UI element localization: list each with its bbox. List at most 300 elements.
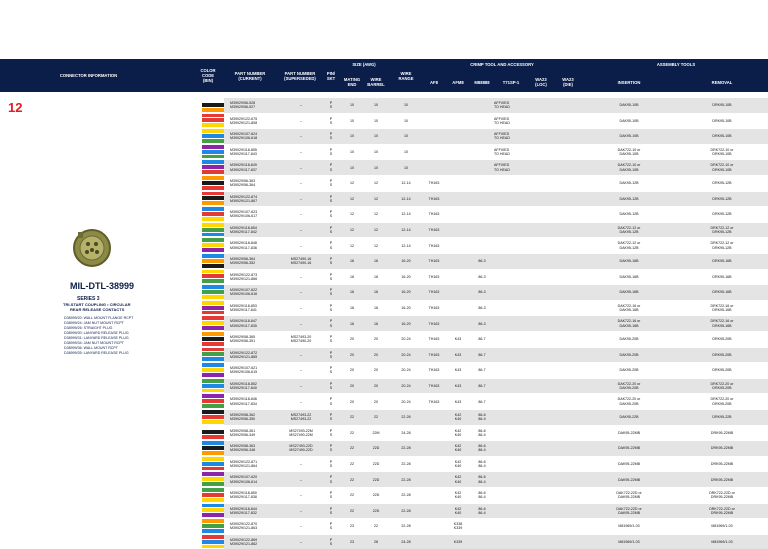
color-code-bands <box>202 160 224 175</box>
table-row <box>202 238 768 253</box>
cell-removal: DRK95-10B <box>712 118 732 123</box>
cell-afm8: K42 K40 <box>454 475 462 484</box>
cell-insertion: DAK95-16B <box>619 290 639 295</box>
cell-afm8 <box>446 114 470 129</box>
cell-m88888 <box>470 223 494 238</box>
cell-pin-skt: P S <box>329 194 333 203</box>
cell-insertion: DAK95-22MB <box>618 477 640 482</box>
cell-mating-end: 20 <box>350 399 354 404</box>
cell-m88888: 86-6 86-4 <box>478 491 486 500</box>
cell-t71sp: AFFIXED TO HEAD <box>494 163 510 172</box>
cell-t71sp <box>494 348 528 363</box>
cell-t71sp <box>494 472 528 487</box>
cell-wire-range: 12-14 <box>401 227 411 232</box>
cell-part-number: M39029/118-854 M39029/117-842 <box>230 225 257 235</box>
cell-afm: TH163 <box>428 227 440 232</box>
color-code-bands <box>202 472 224 487</box>
cell-superseded: -- <box>299 227 303 232</box>
cell-insertion: DAK722-12 or DAK95-12B <box>617 241 641 250</box>
cell-wire-barrel: 10 <box>374 134 378 139</box>
cell-t71sp: AFFIXED TO HEAD <box>494 101 510 110</box>
cell-removal: DRK95-20B <box>712 352 732 357</box>
cell-t71sp <box>494 223 528 238</box>
cell-mating-end: 16 <box>350 274 354 279</box>
cell-removal: DRK722-16 or DRK95-16B <box>710 303 734 313</box>
cell-wire-barrel: 10 <box>374 149 378 154</box>
color-band <box>202 170 224 175</box>
cell-wire-barrel: 12 <box>374 196 378 201</box>
cell-afm8 <box>446 192 470 207</box>
cell-m88888: 86-6 86-4 <box>478 459 486 469</box>
color-code-bands <box>202 301 224 316</box>
table-row <box>202 145 768 160</box>
color-band <box>202 217 224 222</box>
cell-m88888: 86-7 <box>478 368 486 373</box>
cell-pin-skt: P S <box>329 101 333 110</box>
cell-superseded: -- <box>299 103 303 108</box>
cell-afm8: K42 K40 <box>454 428 462 437</box>
cell-wire-range: 16-20 <box>401 259 411 264</box>
cell-mating-end: 12 <box>350 227 354 232</box>
cell-mating-end: 16 <box>350 290 354 295</box>
cell-afm: TH163 <box>428 212 440 217</box>
cell-afm: TH163 <box>428 399 440 404</box>
cell-t71sp <box>494 332 528 347</box>
cell-pin-skt: P S <box>329 475 333 484</box>
cell-t71sp: AFFIXED TO HEAD <box>494 132 510 141</box>
cell-part-number: M39029/122-675 M39029/121-808 <box>230 116 258 125</box>
header-assembly-tools: ASSEMBLY TOOLS <box>656 62 696 67</box>
color-code-bands <box>202 348 224 363</box>
cell-afm: TH163 <box>428 337 440 342</box>
cell-removal: DRK722-10 or DRK95-10B <box>710 147 734 157</box>
cell-t71sp <box>494 519 528 534</box>
variant-item: D38999/24: JAM NUT MOUNT RCPT <box>64 321 124 326</box>
cell-wire-range: 22-28 <box>401 508 411 513</box>
color-band <box>202 545 224 549</box>
variant-item: D38999/34: JAM NUT MOUNT RCPT <box>64 341 124 346</box>
cell-mating-end: 10 <box>350 165 354 170</box>
color-code-bands <box>202 363 224 378</box>
cell-m88888: 86-6 86-4 <box>478 475 486 484</box>
cell-removal: DRK95-22MB <box>710 477 734 482</box>
cell-afm8: K43 <box>454 337 462 342</box>
table-row <box>202 176 768 191</box>
cell-insertion: DAK95-22MB <box>618 461 640 466</box>
table-row <box>202 379 768 394</box>
cell-afm: TH163 <box>428 196 440 201</box>
cell-afm: TH163 <box>428 290 440 295</box>
cell-mating-end: 12 <box>350 243 354 248</box>
header-mating-end: MATING END <box>343 77 361 87</box>
cell-mating-end: 10 <box>350 118 354 123</box>
cell-pin-skt: P S <box>329 116 333 125</box>
cell-wire-range: 20-24 <box>401 368 411 373</box>
cell-superseded: MS27493-22 MS27493-22 <box>290 413 312 422</box>
variant-item: D38999/20: WALL MOUNT FLANGE RCPT <box>64 316 134 321</box>
connector-desc-1: TRI-START COUPLING • CIRCULAR <box>63 302 131 307</box>
cell-insertion: DAK722-10 or DAK95-10B <box>617 163 641 172</box>
cell-part-number: M39029/107-620 M39029/106-614 <box>230 475 258 484</box>
cell-wire-range: 12-14 <box>401 212 411 217</box>
cell-afm <box>422 129 446 144</box>
cell-t71sp <box>494 394 528 409</box>
cell-removal: DRK722-12 or DRK95-12B <box>710 241 734 250</box>
table-row <box>202 192 768 207</box>
cell-m88888 <box>470 129 494 144</box>
cell-part-number: M39029/118-850 M39029/117-838 <box>230 491 257 500</box>
cell-afm: TH163 <box>428 243 440 248</box>
color-code-bands <box>202 129 224 144</box>
cell-mating-end: 12 <box>350 196 354 201</box>
cell-pin-skt: P S <box>329 147 333 157</box>
cell-part-number: M39029/118-855 M39029/117-843 <box>230 147 257 157</box>
table-row <box>202 348 768 363</box>
table-row <box>202 98 768 113</box>
cell-wire-range: 22-28 <box>401 477 411 482</box>
color-code-bands <box>202 270 224 285</box>
color-band <box>202 311 224 316</box>
cell-afm <box>422 145 446 160</box>
cell-wire-barrel: 10 <box>374 165 378 170</box>
cell-part-number: M39029/118-852 M39029/117-840 <box>230 381 257 391</box>
cell-mating-end: 10 <box>350 134 354 139</box>
cell-insertion: DAK95-10B <box>619 134 639 139</box>
color-code-bands <box>202 535 224 549</box>
cell-insertion: DAK95-20B <box>619 337 639 342</box>
connector-image <box>72 228 112 268</box>
cell-afm8 <box>446 254 470 269</box>
cell-wire-range: 20-24 <box>401 337 411 342</box>
cell-afm8: K42 K40 <box>454 413 462 422</box>
header-part-number-superseded: PART NUMBER (SUPERSEDED) <box>284 70 316 81</box>
cell-removal: DRK95-10B <box>712 103 732 108</box>
color-code-bands <box>202 98 224 113</box>
cell-insertion: DAK722-20 or DAK95-20B <box>617 381 641 391</box>
cell-wire-range: 20-24 <box>401 352 411 357</box>
connector-title: MIL-DTL-38999 <box>70 281 135 291</box>
table-row <box>202 316 768 331</box>
color-code-bands <box>202 504 224 519</box>
color-code-bands <box>202 332 224 347</box>
cell-insertion: DAK722-10 or DAK95-10B <box>617 147 641 157</box>
color-code-bands <box>202 488 224 503</box>
table-row <box>202 363 768 378</box>
cell-part-number: M39029/122-874 M39029/121-867 <box>230 194 258 203</box>
cell-part-number: M39029/122-871 M39029/121-864 <box>230 459 258 469</box>
cell-wire-range: 12-14 <box>401 243 411 248</box>
header-removal: REMOVAL <box>711 79 733 85</box>
cell-pin-skt: P S <box>329 491 333 500</box>
cell-afm8 <box>446 270 470 285</box>
cell-insertion: DAK95-20B <box>619 352 639 357</box>
cell-insertion: DAK722-22D or DAK95-22MB <box>616 491 642 500</box>
header-pin-skt: PIN/ SKT <box>326 70 336 81</box>
cell-t71sp: AFFIXED TO HEAD <box>494 147 510 157</box>
color-code-bands <box>202 457 224 472</box>
cell-insertion: DAK95-20B <box>619 368 639 373</box>
cell-insertion: DAK722-16 or DAK95-16B <box>617 319 641 328</box>
cell-pin-skt: P S <box>329 366 333 375</box>
cell-pin-skt: P S <box>329 179 333 188</box>
cell-pin-skt: P S <box>329 397 333 406</box>
cell-wire-barrel: 16 <box>374 321 378 326</box>
cell-pin-skt: P S <box>329 257 333 266</box>
cell-insertion: DAK95-12B <box>619 196 639 201</box>
cell-removal: DRK722-12 or DRK95-12B <box>710 225 734 235</box>
cell-m88888: 86-7 <box>478 352 486 357</box>
color-band <box>202 264 224 269</box>
cell-afm <box>422 472 446 487</box>
color-code-bands <box>202 192 224 207</box>
cell-superseded: -- <box>299 461 303 466</box>
table-row <box>202 270 768 285</box>
color-code-bands <box>202 285 224 300</box>
cell-wire-barrel: 28 <box>374 539 378 544</box>
cell-superseded: MS27493-20 MS27490-20 <box>290 335 312 344</box>
cell-mating-end: 10 <box>350 149 354 154</box>
cell-insertion: DAK95-22MB <box>618 446 640 451</box>
cell-afm8: K42 K40 <box>454 459 462 469</box>
cell-wire-range: 10 <box>404 103 408 108</box>
color-band <box>202 326 224 331</box>
variant-item: D38999/31: LANYARD RELEASE PLUG <box>64 336 129 341</box>
cell-t71sp <box>494 379 528 394</box>
table-row <box>202 535 768 549</box>
cell-part-number: M39029/118-848 M39029/117-836 <box>230 241 257 250</box>
cell-wire-range: 16-20 <box>401 290 411 295</box>
cell-t71sp <box>494 363 528 378</box>
cell-part-number: M39029/58-365 M39029/56-351 <box>230 335 256 344</box>
cell-wire-range: 22-26 <box>401 415 411 420</box>
cell-afm8 <box>446 238 470 253</box>
color-band <box>202 482 224 487</box>
color-band <box>202 529 224 534</box>
cell-m88888: 86-7 <box>478 383 486 388</box>
cell-wire-range: 16-20 <box>401 305 411 310</box>
cell-wire-barrel: 22 <box>374 524 378 529</box>
color-code-bands <box>202 207 224 222</box>
cell-insertion: DAK95-12B <box>619 181 639 186</box>
cell-m88888: 86-6 86-4 <box>478 428 486 437</box>
cell-t71sp <box>494 457 528 472</box>
cell-superseded: MS27493-22D MS27490-22D <box>289 444 313 453</box>
cell-wire-range: 24-28 <box>401 430 411 435</box>
cell-part-number: M39029/122-869 M39029/121-862 <box>230 537 258 547</box>
cell-part-number: M39029/122-872 M39029/121-865 <box>230 350 258 359</box>
cell-afm <box>422 114 446 129</box>
cell-removal: DRK95-16B <box>712 290 732 295</box>
cell-m88888: 86-6 86-4 <box>478 506 486 515</box>
color-code-bands <box>202 441 224 456</box>
header-color-code: COLOR CODE (BIN) <box>200 68 216 83</box>
table-row <box>202 114 768 129</box>
cell-mating-end: 22 <box>350 508 354 513</box>
cell-wire-barrel: 22D <box>372 477 380 482</box>
cell-removal: DRK95-12B <box>712 181 732 186</box>
cell-part-number: M39029/107-621 M39029/106-615 <box>230 366 258 375</box>
cell-afm8: K339 <box>453 539 463 544</box>
header-t71sp: T71SP-1 <box>502 79 520 85</box>
cell-t71sp <box>494 410 528 425</box>
cell-t71sp <box>494 176 528 191</box>
cell-wire-barrel: 10 <box>374 103 378 108</box>
cell-wire-barrel: 20 <box>374 383 378 388</box>
cell-part-number: M39029/107-623 M39029/106-617 <box>230 210 258 219</box>
table-row <box>202 519 768 534</box>
table-row <box>202 207 768 222</box>
cell-mating-end: 12 <box>350 181 354 186</box>
cell-afm8 <box>446 129 470 144</box>
cell-part-number: M39029/118-844 M39029/117-832 <box>230 506 257 515</box>
cell-m88888: 86-3 <box>478 290 486 295</box>
cell-removal: DRK722-22D or DRK95-22MB <box>709 506 735 515</box>
cell-afm: TH163 <box>428 274 440 279</box>
header-wire-barrel: WIRE BARREL <box>367 77 385 87</box>
connector-desc-2: REAR RELEASE CONTACTS <box>70 307 125 312</box>
cell-wire-barrel: 20 <box>374 352 378 357</box>
color-code-bands <box>202 145 224 160</box>
color-band <box>202 420 224 425</box>
cell-m88888 <box>470 160 494 175</box>
cell-wire-barrel: 10 <box>374 118 378 123</box>
color-band <box>202 123 224 128</box>
cell-superseded: -- <box>299 477 303 482</box>
cell-afm: TH163 <box>428 305 440 310</box>
cell-wire-range: 20-24 <box>401 383 411 388</box>
cell-part-number: M39029/58-363 M39029/56-348 <box>230 444 256 453</box>
cell-superseded: MS27490-16 MS27490-16 <box>290 257 312 266</box>
cell-removal: DRK95-22MB <box>710 446 734 451</box>
cell-wire-range: 10 <box>404 149 408 154</box>
cell-pin-skt: P S <box>329 241 333 250</box>
cell-insertion: DAK95-10B <box>619 118 639 123</box>
cell-superseded: -- <box>299 399 303 404</box>
cell-pin-skt: P S <box>329 522 333 531</box>
cell-insertion: DAK95-10B <box>619 103 639 108</box>
cell-insertion: DAK722-16 or DAK95-16B <box>617 303 641 313</box>
cell-pin-skt: P S <box>329 506 333 515</box>
color-band <box>202 357 224 362</box>
cell-superseded: -- <box>299 149 303 154</box>
table-row <box>202 472 768 487</box>
cell-t71sp <box>494 192 528 207</box>
cell-pin-skt: P S <box>329 413 333 422</box>
cell-afm <box>422 441 446 456</box>
cell-part-number: M39029/118-853 M39029/117-841 <box>230 303 257 313</box>
color-band <box>202 279 224 284</box>
table-row <box>202 457 768 472</box>
color-band <box>202 295 224 300</box>
table-row <box>202 488 768 503</box>
cell-part-number: M39029/107-622 M39029/106-616 <box>230 288 258 297</box>
cell-t71sp <box>494 441 528 456</box>
table-row <box>202 426 768 441</box>
cell-pin-skt: P S <box>329 428 333 437</box>
table-row <box>202 504 768 519</box>
cell-removal: DRK95-12B <box>712 212 732 217</box>
cell-wire-range: 22-28 <box>401 446 411 451</box>
cell-afm8 <box>446 223 470 238</box>
cell-pin-skt: P S <box>329 381 333 391</box>
cell-t71sp <box>494 426 528 441</box>
header-insertion: INSERTION <box>617 79 641 85</box>
cell-afm <box>422 160 446 175</box>
cell-pin-skt: P S <box>329 537 333 547</box>
cell-superseded: -- <box>299 524 303 529</box>
cell-m88888 <box>470 145 494 160</box>
color-band <box>202 201 224 206</box>
cell-pin-skt: P S <box>329 225 333 235</box>
header-wa23-loc: WA23 (LOC) <box>535 77 547 87</box>
cell-afm8 <box>446 176 470 191</box>
color-band <box>202 451 224 456</box>
cell-insertion: DAK722-20 or DAK95-20B <box>617 397 641 406</box>
header-size-awg: SIZE (AWG) <box>352 62 376 67</box>
cell-mating-end: 20 <box>350 383 354 388</box>
cell-mating-end: 22 <box>350 461 354 466</box>
cell-removal: DRK95-22MB <box>710 461 734 466</box>
cell-afm8: K42 K40 <box>454 444 462 453</box>
color-band <box>202 513 224 518</box>
cell-wire-barrel: 16 <box>374 305 378 310</box>
cell-superseded: -- <box>299 352 303 357</box>
cell-superseded: -- <box>299 212 303 217</box>
cell-superseded: -- <box>299 196 303 201</box>
cell-m88888 <box>470 98 494 113</box>
header-connector-info: CONNECTOR INFORMATION <box>59 73 118 78</box>
variant-item: D38999/35: LANYARD RELEASE PLUG <box>64 351 129 356</box>
cell-superseded: -- <box>299 321 303 326</box>
cell-mating-end: 12 <box>350 212 354 217</box>
cell-wire-barrel: 22D <box>372 493 380 498</box>
cell-superseded: -- <box>299 508 303 513</box>
cell-t71sp <box>494 301 528 316</box>
cell-removal: DRK722-20 or DRK95-20B <box>710 381 734 391</box>
table-row <box>202 410 768 425</box>
connector-series: SERIES 3 <box>77 296 100 302</box>
cell-wire-barrel: 20 <box>374 399 378 404</box>
cell-insertion: DAK95-22MB <box>618 430 640 435</box>
cell-insertion: M81969/1-03 <box>618 524 640 529</box>
cell-wire-barrel: 12 <box>374 227 378 232</box>
cell-wire-range: 22-28 <box>401 493 411 498</box>
cell-afm8 <box>446 160 470 175</box>
cell-mating-end: 22 <box>350 430 354 435</box>
cell-m88888 <box>470 519 494 534</box>
cell-wire-barrel: 12 <box>374 181 378 186</box>
color-band <box>202 248 224 253</box>
variant-item: D38999/36: WALL MOUNT RCPT <box>64 346 118 351</box>
variant-item: D38999/30: LANYARD RELEASE PLUG <box>64 331 129 336</box>
cell-afm8: K43 <box>454 399 462 404</box>
cell-wire-barrel: 12 <box>374 243 378 248</box>
cell-afm <box>422 504 446 519</box>
cell-part-number: M39029/122-873 M39029/121-866 <box>230 272 258 281</box>
cell-wire-range: 16-20 <box>401 321 411 326</box>
cell-afm8: K42 K40 <box>454 506 462 515</box>
cell-m88888: 86-6 86-4 <box>478 413 486 422</box>
cell-superseded: -- <box>299 290 303 295</box>
cell-m88888: 86-3 <box>478 305 486 310</box>
cell-mating-end: 16 <box>350 259 354 264</box>
cell-m88888 <box>470 176 494 191</box>
cell-mating-end: 20 <box>350 352 354 357</box>
cell-afm8: K42 K40 <box>454 491 462 500</box>
cell-m88888 <box>470 114 494 129</box>
cell-m88888 <box>470 238 494 253</box>
cell-pin-skt: P S <box>329 459 333 469</box>
